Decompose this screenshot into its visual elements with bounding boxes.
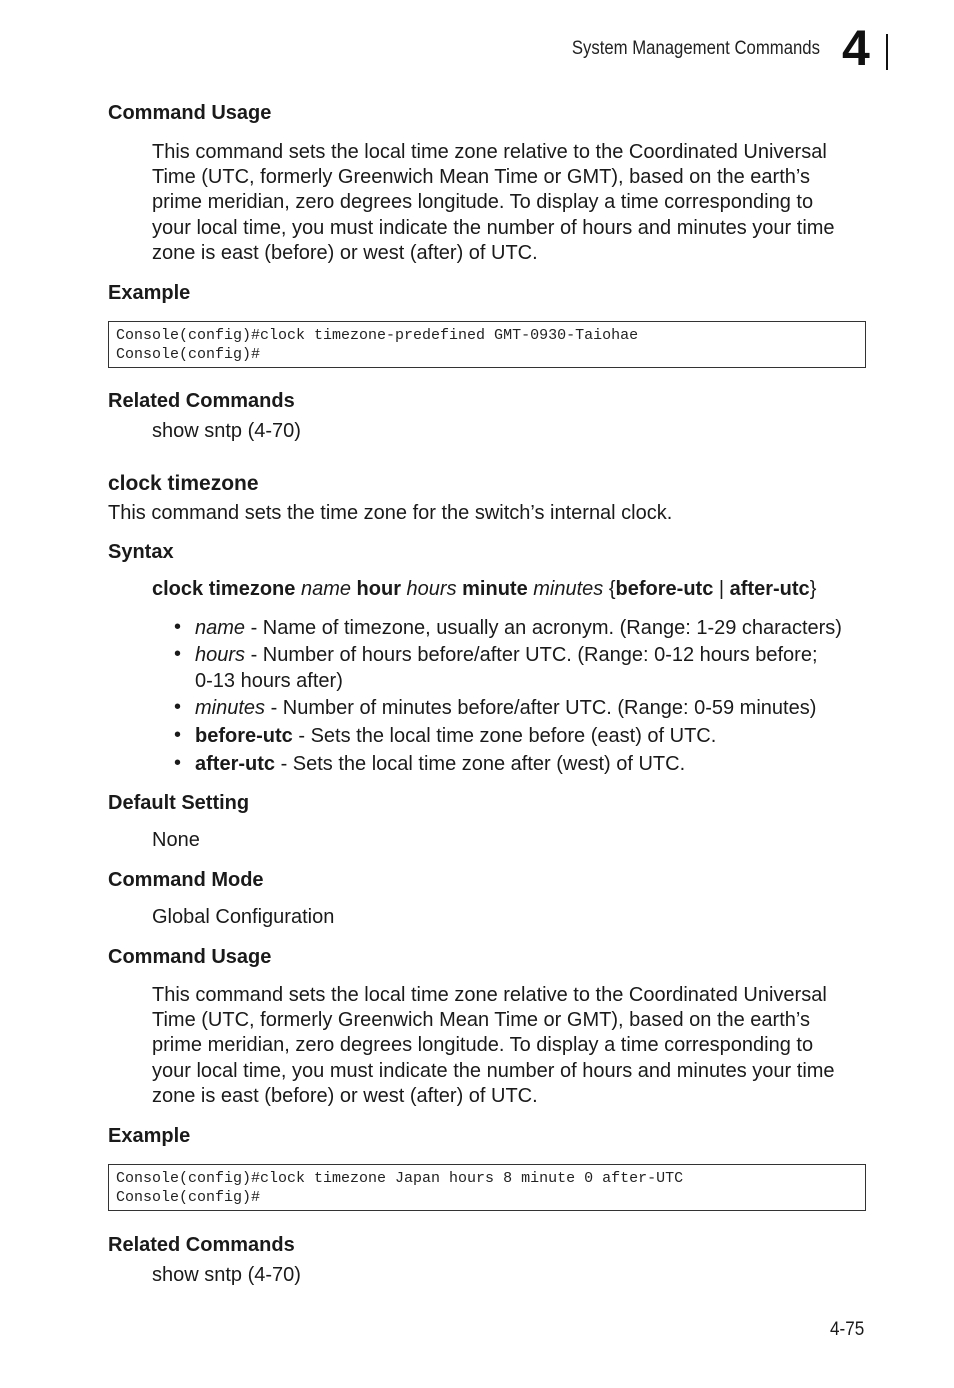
code-line: Console(config)#clock timezone-predefined GMT-0930-Taiohae <box>116 327 639 344</box>
related-commands-heading: Related Commands <box>108 1234 295 1256</box>
bullet-icon: • <box>174 616 182 638</box>
parameter-term: hours <box>195 644 246 666</box>
bullet-icon: • <box>174 696 182 718</box>
syntax-option: before-utc <box>615 578 714 600</box>
list-item <box>195 696 875 722</box>
related-command-link: show sntp (4-70) <box>152 420 301 442</box>
list-item <box>195 752 875 778</box>
syntax-pipe: | <box>718 578 725 600</box>
parameter-description: - Name of timezone, usually an acronym. (Range: 1-29 characters) <box>245 617 842 639</box>
paragraph-line: zone is east (before) or west (after) of UTC. <box>152 241 538 264</box>
syntax-keyword: hour <box>356 578 401 600</box>
parameter-description: - Sets the local time zone after (west) of UTC. <box>275 753 686 775</box>
bullet-icon: • <box>174 643 182 665</box>
bullet-icon: • <box>174 724 182 746</box>
command-description: This command sets the time zone for the switch’s internal clock. <box>108 502 673 524</box>
syntax-argument: name <box>300 578 351 600</box>
default-setting-value: None <box>152 829 200 851</box>
syntax-keyword: minute <box>462 578 528 600</box>
command-usage-heading: Command Usage <box>108 102 272 124</box>
paragraph-line: prime meridian, zero degrees longitude. To display a time corresponding to <box>152 1034 814 1057</box>
command-mode-value: Global Configuration <box>152 906 335 928</box>
related-command-link: show sntp (4-70) <box>152 1264 301 1286</box>
parameter-description: - Number of hours before/after UTC. (Range: 0-12 hours before; <box>245 644 818 666</box>
related-commands-heading: Related Commands <box>108 390 295 412</box>
syntax-keyword: clock timezone <box>152 578 296 600</box>
paragraph-line: This command sets the local time zone relative to the Coordinated Universal <box>152 141 827 163</box>
syntax-brace: } <box>809 578 817 600</box>
example-heading: Example <box>108 1125 191 1147</box>
syntax-argument: minutes <box>533 578 604 600</box>
parameter-term: name <box>195 617 246 639</box>
paragraph-line: your local time, you must indicate the number of hours and minutes your time <box>152 216 835 239</box>
syntax-option: after-utc <box>729 578 810 600</box>
chapter-number: 4 <box>842 20 870 76</box>
command-mode-heading: Command Mode <box>108 869 264 891</box>
paragraph-line: This command sets the local time zone relative to the Coordinated Universal <box>152 984 827 1006</box>
code-line: Console(config)#clock timezone Japan hours 8 minute 0 after-UTC <box>116 1170 684 1187</box>
parameter-term: minutes <box>195 697 266 719</box>
code-example-box <box>108 321 866 368</box>
paragraph-line: Time (UTC, formerly Greenwich Mean Time or GMT), based on the earth’s <box>152 166 810 189</box>
parameter-term: before-utc <box>195 725 293 747</box>
paragraph-line: Time (UTC, formerly Greenwich Mean Time or GMT), based on the earth’s <box>152 1009 810 1032</box>
syntax-line <box>152 578 816 601</box>
paragraph-line: prime meridian, zero degrees longitude. To display a time corresponding to <box>152 191 814 214</box>
list-item <box>195 724 875 750</box>
command-usage-paragraph <box>152 140 872 266</box>
syntax-argument: hours <box>406 578 457 600</box>
list-item <box>195 643 875 694</box>
code-example-box <box>108 1164 866 1211</box>
bullet-icon: • <box>174 752 182 774</box>
parameter-description: - Sets the local time zone before (east) of UTC. <box>292 725 717 747</box>
syntax-heading: Syntax <box>108 541 174 563</box>
example-heading: Example <box>108 282 191 304</box>
parameter-description-continued: 0-13 hours after) <box>195 669 343 692</box>
default-setting-heading: Default Setting <box>108 792 250 814</box>
parameter-term: after-utc <box>195 753 276 775</box>
syntax-brace: { <box>608 578 616 600</box>
list-item <box>195 616 875 642</box>
command-title: clock timezone <box>108 472 259 495</box>
page-number: 4-75 <box>830 1319 865 1340</box>
command-usage-heading: Command Usage <box>108 946 272 968</box>
paragraph-line: your local time, you must indicate the number of hours and minutes your time <box>152 1059 835 1082</box>
parameter-description: - Number of minutes before/after UTC. (Range: 0-59 minutes) <box>265 697 817 719</box>
code-line: Console(config)# <box>116 1189 261 1206</box>
chapter-divider <box>886 34 888 70</box>
command-usage-paragraph <box>152 983 872 1109</box>
paragraph-line: zone is east (before) or west (after) of UTC. <box>152 1084 538 1107</box>
running-header-title: System Management Commands <box>571 38 820 59</box>
code-line: Console(config)# <box>116 346 261 363</box>
